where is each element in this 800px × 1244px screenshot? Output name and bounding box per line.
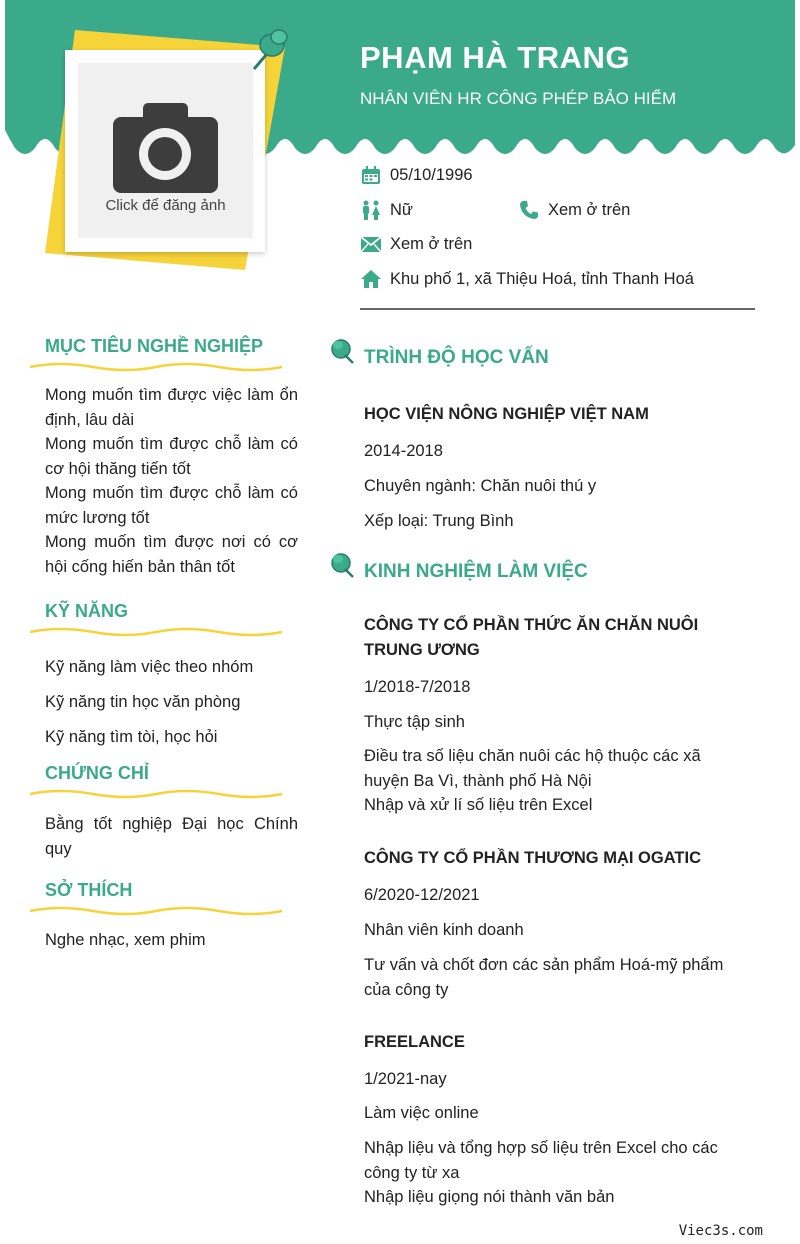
education-major: Chuyên ngành: Chăn nuôi thú y xyxy=(364,477,597,495)
job-company: CÔNG TY CỔ PHẦN THƯƠNG MẠI OGATIC xyxy=(364,849,701,867)
gender-value: Nữ xyxy=(390,200,413,219)
camera-icon xyxy=(113,101,218,193)
address-value: Khu phố 1, xã Thiệu Hoá, tỉnh Thanh Hoá xyxy=(390,269,694,288)
skill-item: Kỹ năng làm việc theo nhóm xyxy=(45,658,254,676)
job-role: Làm việc online xyxy=(364,1104,479,1122)
birthday-value: 05/10/1996 xyxy=(390,165,473,184)
job-period: 6/2020-12/2021 xyxy=(364,886,480,904)
photo-placeholder[interactable] xyxy=(78,63,253,238)
candidate-name: PHẠM HÀ TRANG xyxy=(360,40,630,75)
objective-title: MỤC TIÊU NGHỀ NGHIỆP xyxy=(45,336,264,356)
objective-line: Mong muốn tìm được việc làm ổn định, lâu dài xyxy=(45,386,298,429)
education-years: 2014-2018 xyxy=(364,442,443,460)
calendar-icon xyxy=(360,165,382,185)
job-company: CÔNG TY CỔ PHẦN THỨC ĂN CHĂN NUÔI TRUNG ƯƠNG xyxy=(364,616,699,659)
objective-line: Mong muốn tìm được nơi có cơ hội cống hiến bản thân tốt xyxy=(45,533,298,576)
job-description: Điều tra số liệu chăn nuôi các hộ thuộc các xã huyện Ba Vì, thành phố Hà Nội xyxy=(364,747,701,790)
gender-icon xyxy=(360,200,382,220)
job-description: Tư vấn và chốt đơn các sản phẩm Hoá-mỹ phẩm của công ty xyxy=(364,956,724,999)
job-company: FREELANCE xyxy=(364,1033,465,1051)
objective-line: Mong muốn tìm được chỗ làm có mức lương tốt xyxy=(45,484,298,527)
phone-icon xyxy=(518,200,540,220)
job-role: Nhân viên kinh doanh xyxy=(364,921,524,939)
email-icon xyxy=(360,234,382,254)
birthday-row xyxy=(360,165,473,185)
hobbies-section xyxy=(30,880,298,950)
education-school: HỌC VIỆN NÔNG NGHIỆP VIỆT NAM xyxy=(364,405,649,423)
photo-frame[interactable] xyxy=(65,50,265,252)
job-title: NHÂN VIÊN HR CÔNG PHÉP BẢO HIỂM xyxy=(360,89,677,108)
section-underline xyxy=(30,788,282,800)
phone-row xyxy=(518,200,630,220)
job-role: Thực tập sinh xyxy=(364,713,465,731)
address-row xyxy=(360,269,694,289)
pushpin-icon xyxy=(329,338,355,366)
certificates-text: Bằng tốt nghiệp Đại học Chính quy xyxy=(45,815,298,858)
job-period: 1/2018-7/2018 xyxy=(364,678,471,696)
section-underline xyxy=(30,905,282,917)
objective-line: Mong muốn tìm được chỗ làm có cơ hội thăng tiến tốt xyxy=(45,435,298,478)
hobbies-title: SỞ THÍCH xyxy=(45,880,133,900)
photo-caption: Click để đăng ảnh xyxy=(105,197,226,214)
job-description: Nhập liệu giọng nói thành văn bản xyxy=(364,1188,615,1206)
phone-value: Xem ở trên xyxy=(548,200,631,219)
job-description: Nhập liệu và tổng hợp số liệu trên Excel cho các công ty từ xa xyxy=(364,1139,718,1182)
education-grade: Xếp loại: Trung Bình xyxy=(364,512,514,530)
hobbies-text: Nghe nhạc, xem phim xyxy=(45,931,206,949)
experience-title: KINH NGHIỆM LÀM VIỆC xyxy=(364,561,588,582)
pushpin-icon xyxy=(329,552,355,580)
skills-section xyxy=(30,601,298,747)
job-period: 1/2021-nay xyxy=(364,1070,447,1088)
objective-section xyxy=(30,336,298,579)
section-underline xyxy=(30,361,282,373)
email-value: Xem ở trên xyxy=(390,234,473,253)
skill-item: Kỹ năng tin học văn phòng xyxy=(45,693,241,711)
certificates-title: CHỨNG CHỈ xyxy=(45,763,149,783)
certificates-section xyxy=(30,763,298,861)
watermark: Viec3s.com xyxy=(678,1223,763,1239)
header-divider xyxy=(360,308,755,310)
skill-item: Kỹ năng tìm tòi, học hỏi xyxy=(45,728,218,746)
home-icon xyxy=(360,269,382,289)
section-underline xyxy=(30,626,282,638)
gender-row xyxy=(360,200,413,220)
education-title: TRÌNH ĐỘ HỌC VẤN xyxy=(364,347,549,368)
email-row xyxy=(360,234,472,254)
skills-title: KỸ NĂNG xyxy=(45,601,129,621)
job-description: Nhập và xử lí số liệu trên Excel xyxy=(364,796,593,814)
pin-icon xyxy=(248,25,293,73)
